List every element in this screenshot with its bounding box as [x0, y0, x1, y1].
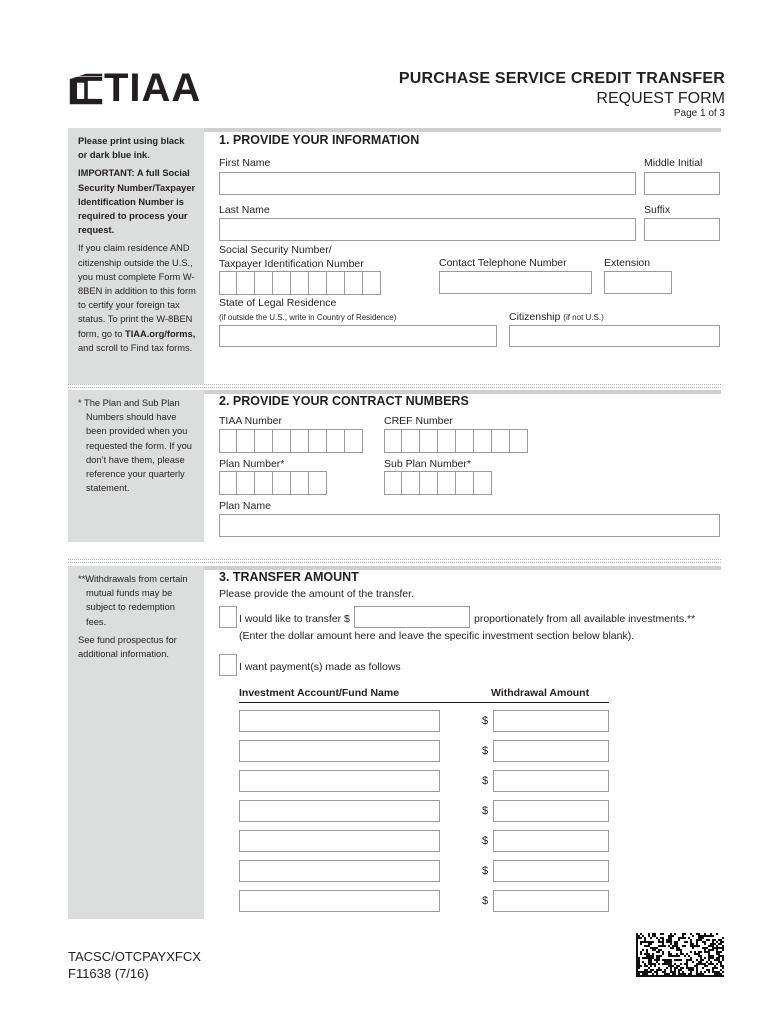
w8ben-note: If you claim residence AND citizenship outside the U.S., you must complete Form W-8BEN in addition to this form to certify your foreign tax status. To print the W-8BEN form, go to TIAA.org/forms, and scroll to Find tax forms.: [78, 243, 196, 353]
withdrawal-amount-input[interactable]: [493, 860, 609, 882]
divider: [68, 559, 721, 563]
transfer-intro: Please provide the amount of the transfer.: [219, 588, 414, 600]
transfer-amount-note: (Enter the dollar amount here and leave the specific investment section below blank).: [239, 630, 635, 642]
withdrawal-amount-input[interactable]: [493, 740, 609, 762]
tiaa-logo-icon: [68, 70, 104, 108]
phone-input[interactable]: [439, 271, 592, 294]
fund-name-input[interactable]: [239, 890, 440, 912]
sub-plan-number-label: Sub Plan Number*: [384, 458, 471, 470]
first-name-input[interactable]: [219, 172, 636, 195]
proportional-label: proportionately from all available investments.**: [474, 613, 696, 625]
tiaa-number-input[interactable]: [219, 429, 363, 453]
brand-name: TIAA: [104, 66, 202, 110]
last-name-input[interactable]: [219, 218, 636, 241]
ink-note: Please print using black or dark blue ink.: [78, 136, 185, 161]
citizenship-label: Citizenship (if not U.S.): [509, 311, 604, 323]
dollar-sign: $: [482, 775, 489, 787]
fund-name-input[interactable]: [239, 830, 440, 852]
sidebar-fees-note: [68, 566, 204, 919]
ssn-input[interactable]: [219, 271, 381, 295]
sub-plan-number-input[interactable]: [384, 471, 492, 495]
first-name-label: First Name: [219, 157, 271, 169]
suffix-label: Suffix: [644, 204, 671, 216]
dollar-sign: $: [482, 895, 489, 907]
section3-heading: 3. TRANSFER AMOUNT: [219, 570, 359, 584]
phone-label: Contact Telephone Number: [439, 257, 567, 269]
state-input[interactable]: [219, 325, 497, 347]
fund-name-input[interactable]: [239, 800, 440, 822]
withdrawal-amount-input[interactable]: [493, 710, 609, 732]
transfer-amount-input[interactable]: [354, 606, 470, 628]
plan-name-label: Plan Name: [219, 500, 271, 512]
form-subtitle: REQUEST FORM: [596, 90, 725, 107]
plan-number-input[interactable]: [219, 471, 327, 495]
sidebar-instructions: [68, 128, 204, 384]
forms-link[interactable]: TIAA.org/forms,: [125, 328, 196, 339]
fund-name-input[interactable]: [239, 860, 440, 882]
last-name-label: Last Name: [219, 204, 270, 216]
dollar-sign: $: [482, 835, 489, 847]
cref-number-input[interactable]: [384, 429, 528, 453]
middle-initial-input[interactable]: [644, 172, 720, 195]
redemption-fee-note: **Withdrawals from certain mutual funds may be subject to redemption fees.: [78, 574, 188, 627]
transfer-amount-label: I would like to transfer $: [239, 613, 350, 625]
prospectus-note: See fund prospectus for additional information.: [78, 634, 177, 660]
dollar-sign: $: [482, 745, 489, 757]
withdrawal-amount-input[interactable]: [493, 770, 609, 792]
suffix-input[interactable]: [644, 218, 720, 241]
middle-initial-label: Middle Initial: [644, 157, 703, 169]
tiaa-number-label: TIAA Number: [219, 415, 283, 427]
withdrawal-amount-input[interactable]: [493, 800, 609, 822]
dollar-sign: $: [482, 865, 489, 877]
specific-payment-label: I want payment(s) made as follows: [239, 661, 401, 673]
fund-name-column-header: Investment Account/Fund Name: [239, 687, 400, 699]
sidebar-plan-note: [68, 390, 204, 542]
state-label: State of Legal Residence: [219, 297, 337, 309]
form-code-2: F11638 (7/16): [68, 966, 149, 981]
extension-input[interactable]: [604, 271, 672, 294]
proportional-transfer-checkbox[interactable]: [219, 606, 237, 628]
fund-name-input[interactable]: [239, 770, 440, 792]
2d-barcode-icon: [636, 933, 724, 977]
citizenship-input[interactable]: [509, 325, 720, 347]
fund-name-input[interactable]: [239, 710, 440, 732]
withdrawal-amount-input[interactable]: [493, 890, 609, 912]
specific-payment-checkbox[interactable]: [219, 654, 237, 676]
plan-name-input[interactable]: [219, 514, 720, 537]
form-title: PURCHASE SERVICE CREDIT TRANSFER: [398, 70, 725, 87]
form-codes: [68, 948, 201, 982]
plan-number-label: Plan Number*: [219, 458, 285, 470]
dollar-sign: $: [482, 715, 489, 727]
cref-number-label: CREF Number: [384, 415, 453, 427]
column-header-underline: [239, 702, 609, 703]
section1-heading: 1. PROVIDE YOUR INFORMATION: [219, 133, 420, 147]
dollar-sign: $: [482, 805, 489, 817]
withdrawal-amount-column-header: Withdrawal Amount: [491, 687, 590, 699]
divider: [68, 384, 721, 388]
ssn-label: Social Security Number/ Taxpayer Identification Number: [219, 244, 364, 270]
fund-name-input[interactable]: [239, 740, 440, 762]
important-note: IMPORTANT: A full Social Security Number/Taxpayer Identification Number is required to process your request.: [78, 168, 196, 236]
section2-heading: 2. PROVIDE YOUR CONTRACT NUMBERS: [219, 394, 469, 408]
plan-number-note: * The Plan and Sub Plan Numbers should have been provided when you requested the form. If you don’t have them, please reference your quarterly statement.: [78, 398, 192, 494]
state-note: (if outside the U.S., write in Country of Residence): [219, 313, 397, 322]
page-number: Page 1 of 3: [673, 108, 725, 119]
section1-rule: [204, 128, 721, 132]
withdrawal-amount-input[interactable]: [493, 830, 609, 852]
form-code-1: TACSC/OTCPAYXFCX: [68, 949, 201, 964]
extension-label: Extension: [604, 257, 651, 269]
